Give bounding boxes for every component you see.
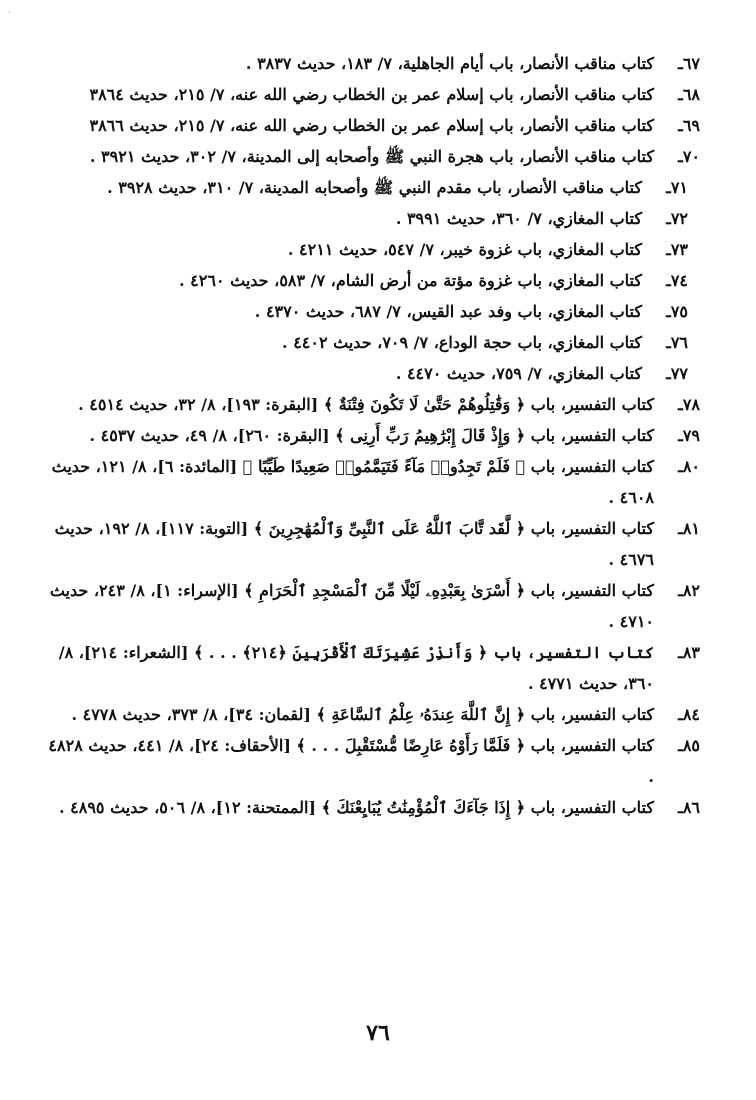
entry-text: كتاب مناقب الأنصار، باب إسلام عمر بن الخطاب رضي الله عنه، ٧/ ٢١٥، حديث ٣٨٦٦ — [89, 116, 654, 135]
entry-number: ٨١ـ — [678, 519, 700, 538]
entry-number: ٦٩ـ — [678, 116, 700, 135]
entry-text: كتاب المغازي، باب غزوة مؤتة من أرض الشام، ٧/ ٥٨٣، حديث ٤٢٦٠ . — [179, 271, 642, 290]
reference-entry — [40, 110, 700, 141]
entry-number: ٧٣ـ — [666, 240, 688, 259]
entry-number: ٧١ـ — [666, 178, 688, 197]
entry-text: كتاب التفسير، باب ﴿ إِنَّ ٱللَّهَ عِندَهُۥ عِلْمُ ٱلسَّاعَةِ ﴾ [لقمان: ٣٤]، ٨/ ٣٧٣، حديث ٤٧٧٨ . — [71, 705, 654, 724]
entry-number: ٦٧ـ — [678, 54, 700, 73]
entry-text: كتاب مناقب الأنصار، باب هجرة النبي ﷺ وأصحابه إلى المدينة، ٧/ ٣٠٢، حديث ٣٩٢١ . — [89, 147, 654, 166]
reference-entry — [40, 575, 700, 637]
reference-entry — [40, 451, 700, 513]
entry-text: كتاب المغازي، باب وفد عبد القيس، ٧/ ٦٨٧، حديث ٤٣٧٠ . — [254, 302, 642, 321]
reference-entry — [40, 358, 700, 389]
reference-entry — [40, 265, 700, 296]
entry-number: ٧٧ـ — [666, 364, 688, 383]
entry-number: ٦٨ـ — [678, 85, 700, 104]
reference-list — [40, 48, 700, 823]
entry-number: ٧٦ـ — [666, 333, 688, 352]
reference-entry — [40, 389, 700, 420]
entry-number: ٨٢ـ — [678, 581, 700, 600]
entry-text: كتاب التفسير، باب ﴿ فَلَمَّا رَأَوْهُ عَارِضًا مُّسْتَقْبِلَ . . . ﴾ [الأحقاف: ٢٤]، ٨/ ٤٤١، حديث ٤٨٢٨ . — [48, 736, 654, 786]
entry-text: كتاب مناقب الأنصار، باب إسلام عمر بن الخطاب رضي الله عنه، ٧/ ٢١٥، حديث ٣٨٦٤ — [89, 85, 654, 104]
entry-text: كتاب التفسير، باب ﴿ فَلَمْ تَجِدُوا۟ مَآءً فَتَيَمَّمُوا۟ صَعِيدًا طَيِّبًا ﴾ [المائدة: ٦]، ٨/ ١٢١، حديث ٤٦٠٨ . — [51, 457, 654, 507]
entry-number: ٧٠ـ — [678, 147, 700, 166]
reference-entry — [40, 203, 700, 234]
entry-text: كتاب التفسير، باب ﴿ وَقَٰتِلُوهُمْ حَتَّىٰ لَا تَكُونَ فِتْنَةٌ ﴾ [البقرة: ١٩٣]، ٨/ ٣٢، حديث ٤٥١٤ . — [78, 395, 654, 414]
entry-text: كتاب التفسير، باب ﴿ لَّقَد تَّابَ ٱللَّهُ عَلَى ٱلنَّبِىِّ وَٱلْمُهَٰجِرِينَ ﴾ [التوبة: ١١٧]، ٨/ ١٩٢، حديث ٤٦٧٦ . — [54, 519, 654, 569]
reference-entry — [40, 141, 700, 172]
entry-number: ٨٤ـ — [678, 705, 700, 724]
entry-text: كتاب التفسير، باب ﴿ وَأَنذِرْ عَشِيرَتَكَ ٱلْأَقْرَبِينَ ﴿٢١٤﴾ . . . ﴾ [الشعراء: ٢١٤]، ٨/ ٣٦٠، حديث ٤٧٧١ . — [58, 643, 654, 693]
entry-number: ٨٥ـ — [678, 736, 700, 755]
reference-entry — [40, 420, 700, 451]
entry-text: كتاب المغازي، ٧/ ٧٥٩، حديث ٤٤٧٠ . — [395, 364, 642, 383]
entry-text: كتاب التفسير، باب ﴿ إِذَا جَآءَكَ ٱلْمُؤْمِنَٰتُ يُبَايِعْنَكَ ﴾ [الممتحنة: ١٢]، ٨/ ٥٠٦، حديث ٤٨٩٥ . — [58, 798, 654, 817]
page-number: ٧٦ — [366, 1020, 390, 1046]
entry-number: ٧٤ـ — [666, 271, 688, 290]
entry-text: كتاب مناقب الأنصار، باب مقدم النبي ﷺ وأصحابه المدينة، ٧/ ٣١٠، حديث ٣٩٢٨ . — [107, 178, 642, 197]
reference-entry — [40, 730, 700, 792]
reference-entry — [40, 296, 700, 327]
reference-entry — [40, 699, 700, 730]
reference-entry — [40, 637, 700, 699]
entry-text: كتاب المغازي، ٧/ ٣٦٠، حديث ٣٩٩١ . — [395, 209, 642, 228]
entry-number: ٨٣ـ — [678, 643, 700, 662]
entry-number: ٧٥ـ — [666, 302, 688, 321]
reference-entry — [40, 792, 700, 823]
reference-entry — [40, 327, 700, 358]
reference-entry — [40, 172, 700, 203]
entry-text: كتاب المغازي، باب حجة الوداع، ٧/ ٧٠٩، حديث ٤٤٠٢ . — [282, 333, 642, 352]
entry-number: ٨٠ـ — [678, 457, 700, 476]
entry-text: كتاب التفسير، باب ﴿ أَسْرَىٰ بِعَبْدِهِۦ لَيْلًا مِّنَ ٱلْمَسْجِدِ ٱلْحَرَامِ ﴾ [الإسراء: ١]، ٨/ ٢٤٣، حديث ٤٧١٠ . — [49, 581, 654, 631]
entry-number: ٧٨ـ — [678, 395, 700, 414]
entry-number: ٨٦ـ — [678, 798, 700, 817]
entry-text: كتاب التفسير، باب ﴿ وَإِذْ قَالَ إِبْرَٰهِيمُ رَبِّ أَرِنِى ﴾ [البقرة: ٢٦٠]، ٨/ ٤٩، حديث ٤٥٣٧ . — [89, 426, 654, 445]
reference-entry — [40, 79, 700, 110]
reference-entry — [40, 48, 700, 79]
reference-entry — [40, 234, 700, 265]
entry-text: كتاب مناقب الأنصار، باب أيام الجاهلية، ٧/ ١٨٣، حديث ٣٨٣٧ . — [245, 54, 654, 73]
entry-number: ٧٩ـ — [678, 426, 700, 445]
reference-entry — [40, 513, 700, 575]
corner-mark: · — [8, 8, 12, 19]
entry-number: ٧٢ـ — [666, 209, 688, 228]
entry-text: كتاب المغازي، باب غزوة خيبر، ٧/ ٥٤٧، حديث ٤٢١١ . — [287, 240, 642, 259]
